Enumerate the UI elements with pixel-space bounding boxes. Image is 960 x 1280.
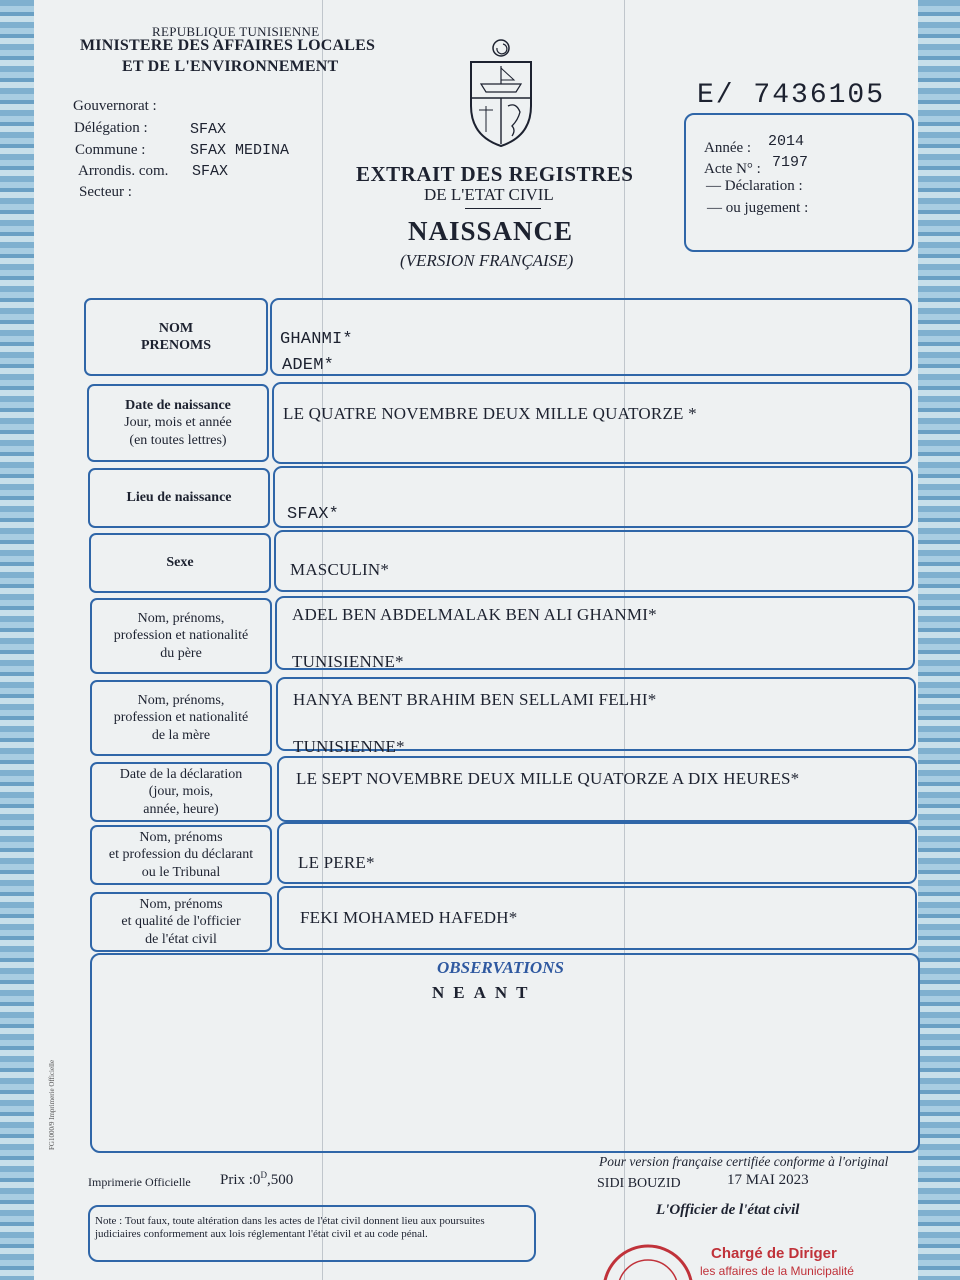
row-label-date-naissance <box>87 384 269 462</box>
prix-sup: D <box>260 1170 267 1180</box>
commune-value: SFAX MEDINA <box>190 142 290 159</box>
prix-text: Prix :0 <box>220 1172 261 1188</box>
sexe-value: MASCULIN* <box>290 560 390 579</box>
pere-nationality-value: TUNISIENNE* <box>292 652 404 671</box>
stamp-title: Chargé de Diriger <box>711 1245 837 1262</box>
gouvernorat-label: Gouvernorat : <box>73 98 157 114</box>
declarant-label2: et profession du déclarant <box>108 847 254 863</box>
stamp-subtitle: les affaires de la Municipalité <box>700 1264 854 1278</box>
legal-note <box>95 1215 530 1241</box>
declaration-label2: (jour, mois, <box>148 784 214 800</box>
date-value: 17 MAI 2023 <box>727 1172 809 1188</box>
acte-value: 7197 <box>772 154 809 171</box>
republic-label: REPUBLIQUE TUNISIENNE <box>152 24 320 39</box>
date-naissance-sublabel1: Jour, mois et année <box>124 415 232 431</box>
jugement-label: — ou jugement : <box>707 200 809 216</box>
officier-value: FEKI MOHAMED HAFEDH* <box>300 908 518 927</box>
mere-label1: Nom, prénoms, <box>137 692 225 708</box>
date-naissance-sublabel2: (en toutes lettres) <box>129 432 227 448</box>
declaration-label1: Date de la déclaration <box>119 766 243 782</box>
coat-of-arms-icon <box>466 36 536 148</box>
observations-value: NEANT <box>432 983 537 1002</box>
mere-label3: de la mère <box>151 727 211 743</box>
officier-signature-label: L'Officier de l'état civil <box>656 1202 800 1218</box>
side-printer-text: FG1000/9 Imprimerie Officielle <box>48 1059 56 1150</box>
row-label-nom <box>84 298 268 376</box>
version-label: (VERSION FRANÇAISE) <box>400 251 574 270</box>
prenom-value: ADEM* <box>282 356 335 375</box>
date-naissance-label: Date de naissance <box>125 397 231 413</box>
annee-value: 2014 <box>768 133 805 150</box>
mere-nationality-value: TUNISIENNE* <box>293 737 405 756</box>
official-seal-icon <box>598 1240 698 1280</box>
declarant-value: LE PERE* <box>298 853 375 872</box>
declaration-value: LE SEPT NOVEMBRE DEUX MILLE QUATORZE A DIX HEURES* <box>296 769 800 788</box>
ministry-line2: ET DE L'ENVIRONNEMENT <box>122 58 339 75</box>
row-label-mere <box>90 680 272 756</box>
row-value-lieu <box>273 466 913 528</box>
title-divider <box>465 208 541 209</box>
note-text: Tout faux, toute altération dans les actes de l'état civil donnent lieu aux poursuites judiciaires conformement aux lois réglementant l'état civil et au code pénal. <box>95 1215 485 1241</box>
declarant-label3: ou le Tribunal <box>141 864 221 880</box>
serial-number: E/ 7436105 <box>697 80 886 111</box>
sexe-label: Sexe <box>166 555 194 571</box>
decorative-border-left <box>0 0 34 1280</box>
note-label: Note : <box>95 1215 123 1227</box>
pere-label2: profession et nationalité <box>113 628 249 644</box>
delegation-value: SFAX <box>190 121 227 138</box>
arrondissement-label: Arrondis. com. <box>78 163 169 179</box>
arrondissement-value: SFAX <box>192 163 229 180</box>
document-subtitle: DE L'ETAT CIVIL <box>424 185 554 204</box>
declarant-label1: Nom, prénoms <box>139 829 223 845</box>
delegation-label: Délégation : <box>74 120 148 136</box>
mere-label2: profession et nationalité <box>113 710 249 726</box>
certified-text: Pour version française certifiée conforme à l'original <box>599 1154 889 1169</box>
pere-label1: Nom, prénoms, <box>137 610 225 626</box>
row-value-nom <box>270 298 912 376</box>
document-title: EXTRAIT DES REGISTRES <box>356 162 634 186</box>
date-naissance-value: LE QUATRE NOVEMBRE DEUX MILLE QUATORZE * <box>283 404 697 423</box>
place-value: SIDI BOUZID <box>597 1176 681 1191</box>
ministry-line1: MINISTERE DES AFFAIRES LOCALES <box>80 37 376 54</box>
officier-label3: de l'état civil <box>145 931 217 947</box>
secteur-label: Secteur : <box>79 184 132 200</box>
nom-label: NOM <box>158 320 194 336</box>
row-label-officier <box>90 892 272 952</box>
officier-label2: et qualité de l'officier <box>121 914 241 930</box>
row-label-declaration <box>90 762 272 822</box>
row-label-declarant <box>90 825 272 885</box>
observations-title: OBSERVATIONS <box>437 958 564 977</box>
declaration-label3: année, heure) <box>143 801 219 817</box>
officier-label1: Nom, prénoms <box>139 896 223 912</box>
declaration-label: — Déclaration : <box>706 178 803 194</box>
prix-end: ,500 <box>266 1172 294 1188</box>
lieu-value: SFAX* <box>287 505 340 524</box>
prix-label <box>220 1170 293 1189</box>
annee-label: Année : <box>704 140 752 156</box>
row-value-declaration <box>277 756 917 822</box>
prenoms-label: PRENOMS <box>141 338 211 353</box>
row-label-pere <box>90 598 272 674</box>
lieu-label: Lieu de naissance <box>126 490 232 506</box>
mere-name-value: HANYA BENT BRAHIM BEN SELLAMI FELHI* <box>293 690 657 709</box>
pere-label3: du père <box>160 645 202 661</box>
naissance-heading: NAISSANCE <box>408 216 574 246</box>
imprimerie-label: Imprimerie Officielle <box>88 1175 191 1189</box>
commune-label: Commune : <box>75 142 146 158</box>
decorative-border-right <box>918 0 960 1280</box>
acte-label: Acte N° : <box>704 161 761 177</box>
nom-value: GHANMI* <box>280 330 353 349</box>
row-label-sexe <box>89 533 271 593</box>
pere-name-value: ADEL BEN ABDELMALAK BEN ALI GHANMI* <box>292 605 657 624</box>
row-label-lieu <box>88 468 270 528</box>
